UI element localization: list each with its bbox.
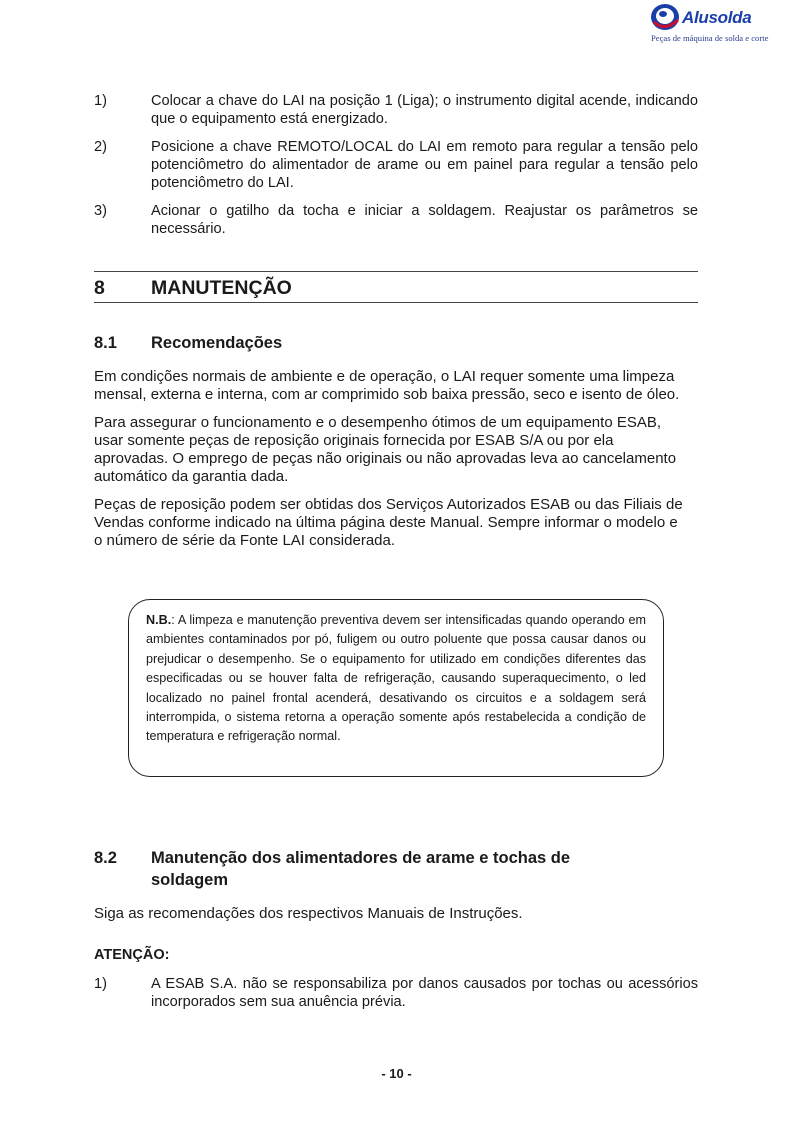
note-box	[128, 599, 664, 777]
section-rule-top	[94, 271, 698, 272]
subsection-title-line2: soldagem	[151, 871, 229, 889]
recommendations-body	[94, 368, 684, 560]
section-rule-bottom	[94, 302, 698, 303]
paragraph: Siga as recomendações dos respectivos Manuais de Instruções.	[94, 905, 523, 922]
brand-name: Alusolda	[682, 8, 752, 27]
list-item	[94, 92, 698, 128]
subsection-number: 8.1	[94, 334, 117, 352]
paragraph: Peças de reposição podem ser obtidas dos Serviços Autorizados ESAB ou das Filiais de Vendas conforme indicado na última página deste Manual. Sempre informar o modelo e o número de série da Fonte LAI considerada.	[94, 496, 683, 549]
note-label: N.B.	[146, 613, 172, 627]
subsection-title: Recomendações	[151, 334, 283, 352]
note-text: : A limpeza e manutenção preventiva devem ser intensificadas quando operando em ambientes contaminados por pó, fuligem ou outro poluente que possa causar danos ou prejudicar o desempenho. Se o equipamento for utilizado em condições diferentes das especificadas ou se houver falta de refrigeração, causando superaquecimento, o led localizado no painel frontal acenderá, desativando os circuitos e a soldagem será interrompida, o sistema retorna a operação somente após restabelecida a condição de temperatura e refrigeração normal.	[146, 613, 646, 744]
section-heading	[94, 277, 292, 300]
section-8-2-body	[94, 905, 684, 933]
subsection-heading-8-2	[94, 847, 570, 891]
item-text: Acionar o gatilho da tocha e iniciar a soldagem. Reajustar os parâmetros se necessário.	[151, 203, 698, 237]
logo-globe-icon	[649, 2, 683, 34]
attention-list	[94, 975, 698, 1021]
subsection-heading-8-1	[94, 332, 282, 354]
brand-logo	[649, 2, 769, 44]
brand-tagline: Peças de máquina de solda e corte	[651, 33, 769, 43]
section-title: MANUTENÇÃO	[151, 277, 292, 299]
list-item	[94, 202, 698, 238]
item-text: Posicione a chave REMOTO/LOCAL do LAI em remoto para regular a tensão pelo potenciômetro do alimentador de arame ou em painel para regular a tensão pelo potenciômetro do LAI.	[151, 139, 698, 191]
item-number: 1)	[94, 93, 107, 109]
item-text: A ESAB S.A. não se responsabiliza por danos causados por tochas ou acessórios incorporados sem sua anuência prévia.	[151, 976, 698, 1010]
attention-heading: ATENÇÃO:	[94, 947, 170, 963]
paragraph: Para assegurar o funcionamento e o desempenho ótimos de um equipamento ESAB, usar somente peças de reposição originais fornecida por ESAB S/A ou por ela aprovadas. O emprego de peças não originais ou não aprovadas leva ao cancelamento automático da garantia dada.	[94, 414, 677, 485]
subsection-title-line1: Manutenção dos alimentadores de arame e tochas de	[151, 849, 571, 867]
paragraph: Em condições normais de ambiente e de operação, o LAI requer somente uma limpeza mensal, externa e interna, com ar comprimido sob baixa pressão, seco e isento de óleo.	[94, 368, 680, 403]
list-item	[94, 975, 698, 1011]
subsection-number: 8.2	[94, 849, 117, 867]
page-number: - 10 -	[381, 1066, 412, 1081]
item-number: 1)	[94, 976, 107, 992]
list-item	[94, 138, 698, 192]
top-steps-list	[94, 92, 698, 248]
item-number: 2)	[94, 139, 107, 155]
section-number: 8	[94, 277, 105, 299]
item-text: Colocar a chave do LAI na posição 1 (Liga); o instrumento digital acende, indicando que o equipamento está energizado.	[151, 93, 698, 127]
item-number: 3)	[94, 203, 107, 219]
